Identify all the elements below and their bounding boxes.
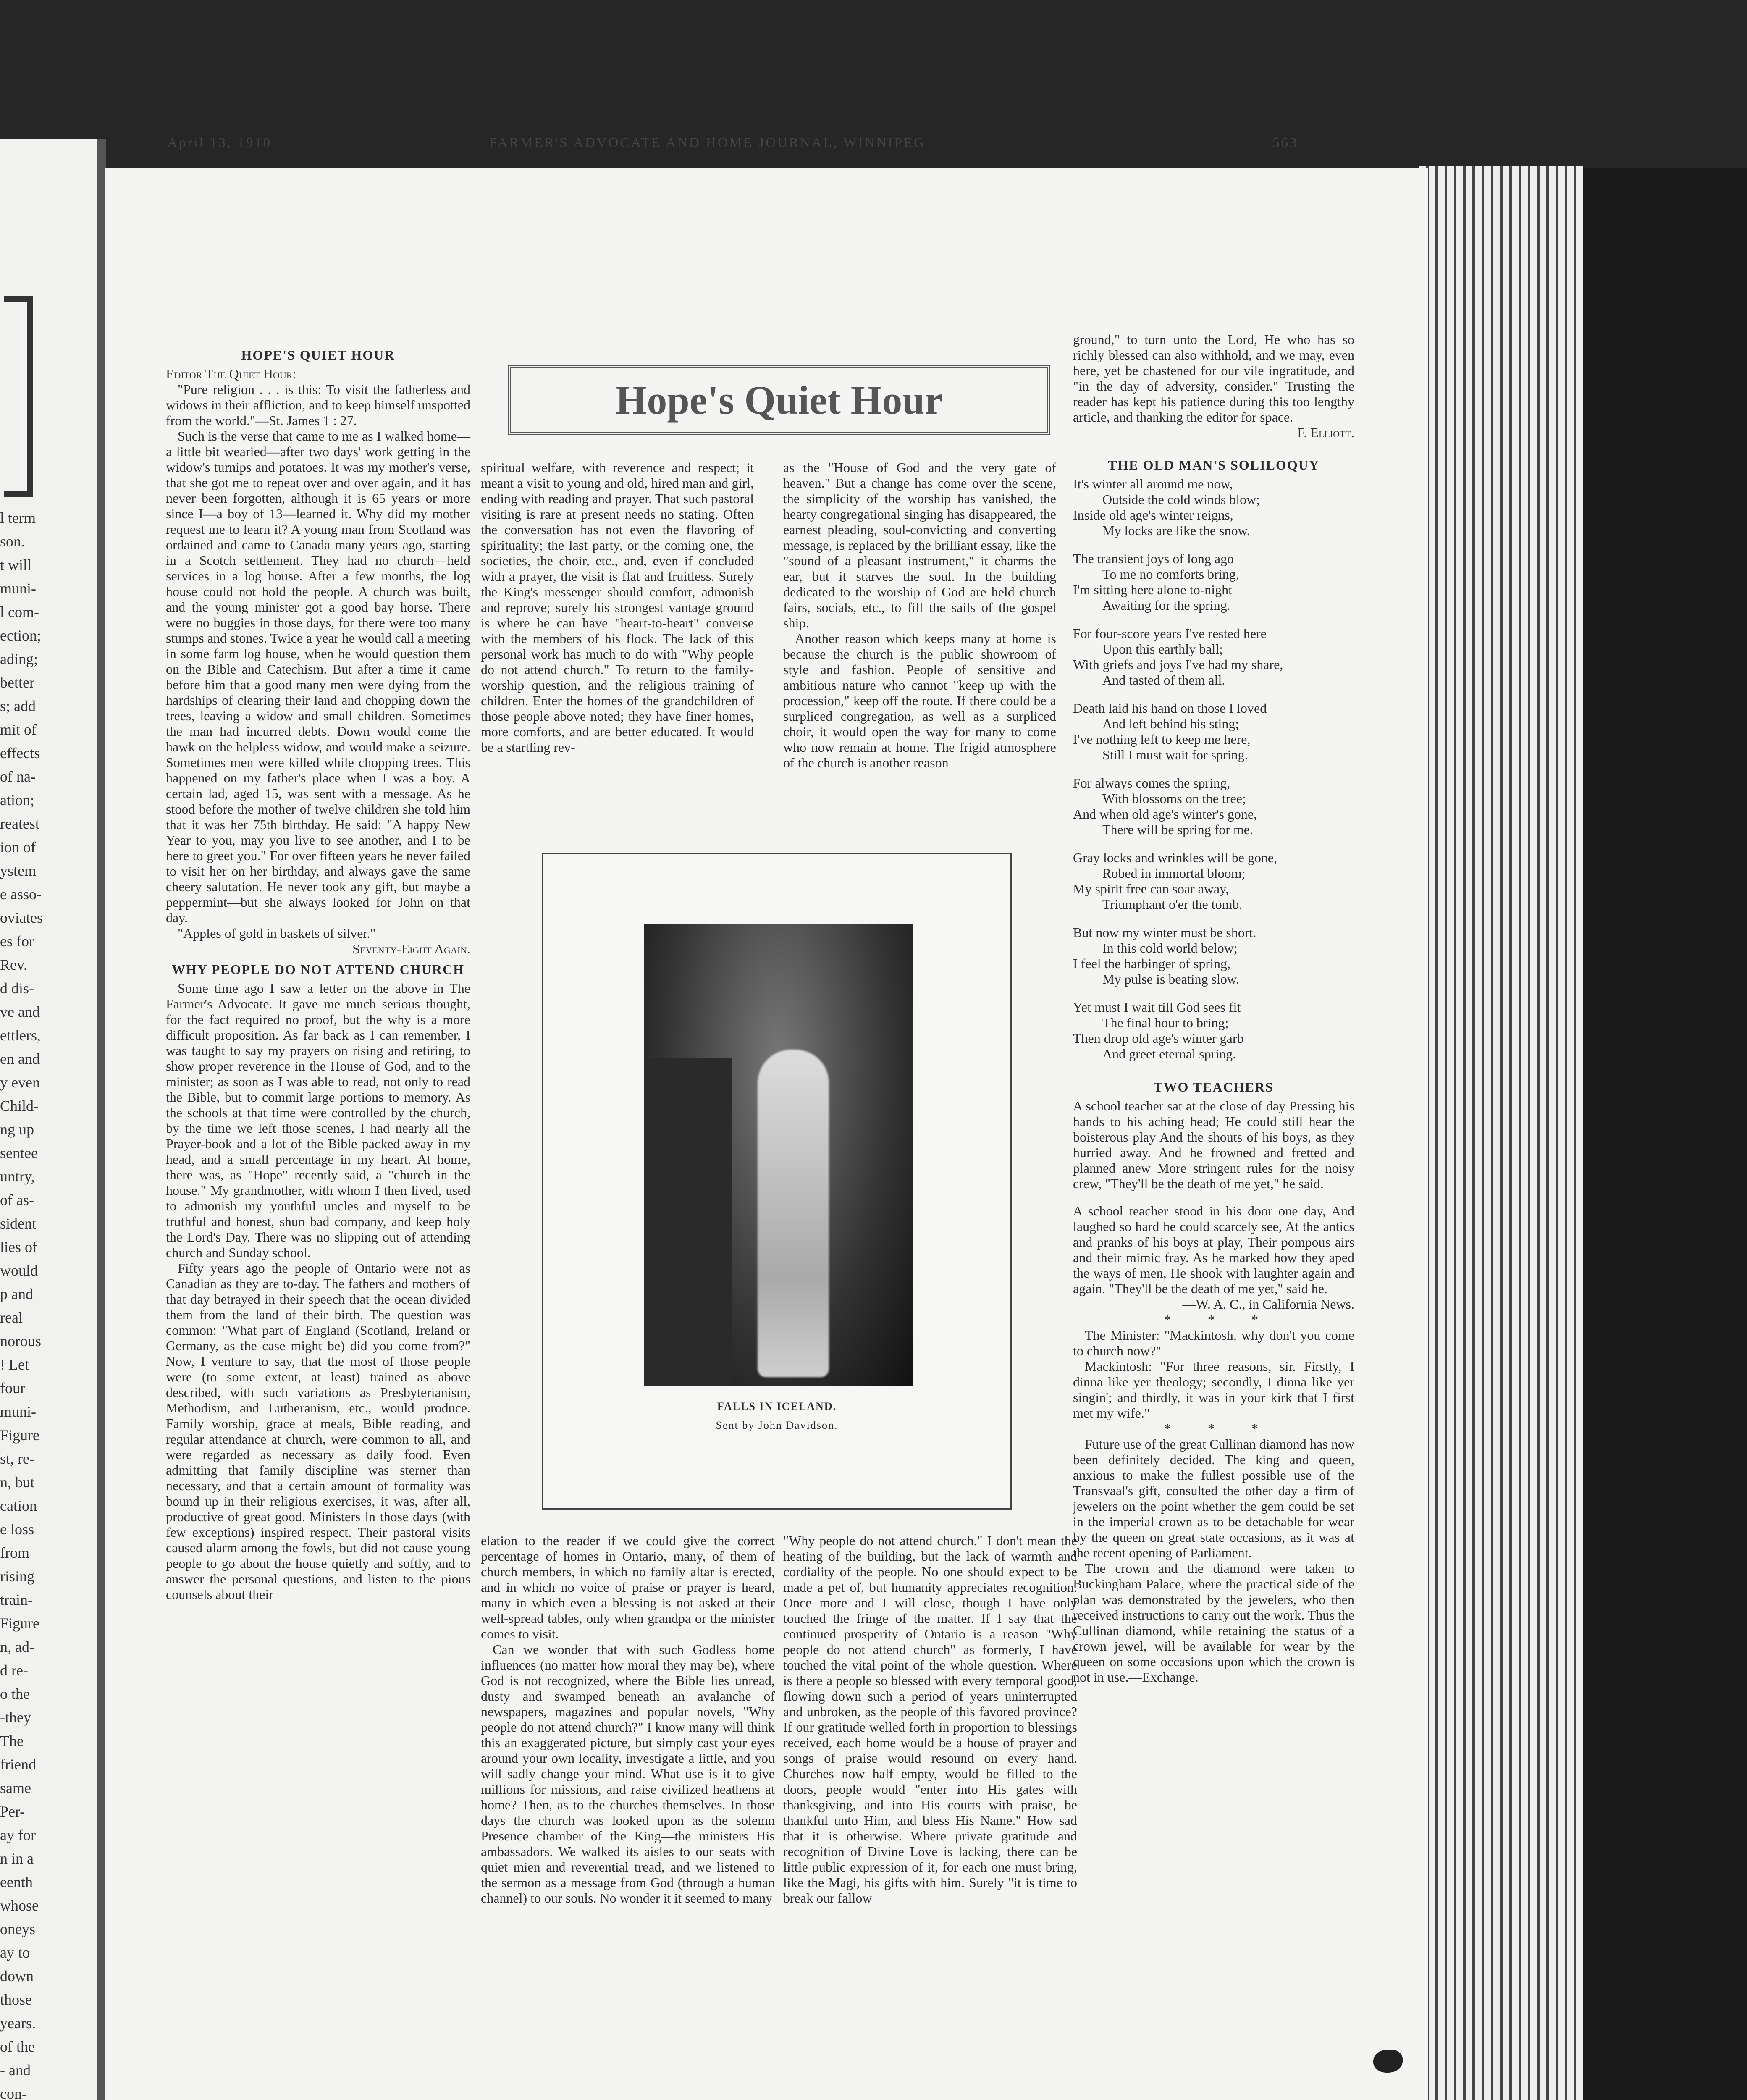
- stanza-gap: [1073, 1062, 1354, 1074]
- teachers-title: TWO TEACHERS: [1154, 1079, 1274, 1095]
- photo-caption-title: FALLS IN ICELAND.: [717, 1400, 837, 1412]
- poem-line: Gray locks and wrinkles will be gone,: [1073, 850, 1277, 865]
- left-page-fragment: ading;: [0, 651, 38, 667]
- article-paragraph: Mackintosh: "For three reasons, sir. Firstly, I dinna like yer theology; secondly, I dinna like yer singin'; and thirdly, it was in your kirk that I first met my wife.": [1073, 1359, 1354, 1420]
- left-page-fragment: of na-: [0, 768, 36, 785]
- left-page-fragment: o the: [0, 1685, 30, 1702]
- left-page-fragment: ystem: [0, 862, 36, 879]
- left-page-fragment: es for: [0, 933, 34, 950]
- poem-line: My pulse is beating slow.: [1102, 971, 1239, 987]
- article-paragraph: "Why people do not attend church." I don't mean the heating of the building, but the lack of warmth and cordiality of the people. No one should expect to be made a pet of, but humanity appreciates recognition. Once more and I will close, though I have only touched the fringe of the matter. If I say that the continued prosperity of Ontario is a reason "Why people do not attend church" as formerly, I have touched the vital point of the whole question. Where is there a people so blessed with every temporal good, flowing down such a period of years uninterrupted and unbroken, as the people of this favored province? If our gratitude welled forth in proportion to blessings received, each home would be a house of prayer and songs of praise would resound on every hand. Churches now half empty, would be filled to the doors, people would "enter into His gates with thanksgiving, and into His courts with praise, be thankful unto Him, and bless His Name." How sad that it is otherwise. Where private gratitude and recognition of Divine Love is lacking, there can be little public expression of it, for each one must bring, like the Magi, his gifts with him. Surely "it is time to break our fallow: [783, 1533, 1077, 1906]
- left-page-fragment: lies of: [0, 1239, 37, 1255]
- left-page-fragment: ation;: [0, 792, 34, 808]
- left-page-fragment: untry,: [0, 1168, 35, 1185]
- left-page-fragment: n, but: [0, 1474, 35, 1491]
- article-paragraph: Can we wonder that with such Godless home influences (no matter how moral they may be), where God is not recognized, where the Bible lies unread, dusty and swamped beneath an avalanche of newspapers, magazines and popular novels, "Why people do not attend church?" I know many will think this an exaggerated picture, but simply cast your eyes around your own locality, investigate a little, and you will sadly change your mind. What use is it to give millions for missions, and raise civilized heathens at home? Then, as to the churches themselves. In those days the church was looked upon as the solemn Presence chamber of the King—the ministers His ambassadors. We walked its aisles to our seats with quiet mien and reverential tread, and we listened to the sermon as a message from God (through a human channel) to our souls. No wonder it it seemed to many: [481, 1642, 775, 1906]
- poem-line: Still I must wait for spring.: [1102, 747, 1248, 762]
- left-page-fragment: con-: [0, 2085, 27, 2100]
- heading-why-people: WHY PEOPLE DO NOT ATTEND CHURCH: [171, 962, 465, 977]
- poem-line: Outside the cold winds blow;: [1102, 492, 1260, 507]
- article-paragraph: Another reason which keeps many at home is because the church is the public showroom of style and fashion. People of sensitive and ambitious nature who cannot "keep up with the procession," keep off the route. If there could be a surpliced congregation, as well as a surpliced choir, it would open the way for many to come who now remain at home. The frigid atmosphere of the church is another reason: [783, 631, 1056, 770]
- poem-line: In this cold world below;: [1102, 940, 1238, 956]
- poem-line: And tasted of them all.: [1102, 672, 1225, 688]
- left-column: [166, 342, 470, 1602]
- left-page-fragment: p and: [0, 1286, 33, 1302]
- poem-title: THE OLD MAN'S SOLILOQUY: [1108, 457, 1319, 472]
- left-page-fragment: ve and: [0, 1003, 40, 1020]
- left-page-fragment: whose: [0, 1897, 39, 1914]
- stanza-gap: [1073, 987, 1354, 1000]
- article-paragraph: The Minister: "Mackintosh, why don't you come to church now?": [1073, 1328, 1354, 1358]
- left-page-fragment: e asso-: [0, 886, 42, 903]
- teachers-stanza: A school teacher sat at the close of day Pressing his hands to his aching head; He could still hear the boisterous play And the shouts of his boys, as they hurried away. And he frowned and fretted and planned anew More stringent rules for the noisy crew, "They'll be the death of me yet," he said.: [1073, 1098, 1354, 1191]
- poem-line: There will be spring for me.: [1102, 822, 1253, 837]
- left-page-fragment: four: [0, 1380, 25, 1396]
- left-page-fragment: friend: [0, 1756, 36, 1773]
- poem-line: Robed in immortal bloom;: [1102, 866, 1246, 881]
- left-page-fragment: d dis-: [0, 980, 34, 997]
- poem-line: With griefs and joys I've had my share,: [1073, 657, 1283, 672]
- left-page-fragment: oviates: [0, 909, 43, 926]
- poem-line: I feel the harbinger of spring,: [1073, 956, 1230, 971]
- banner-title: Hope's Quiet Hour: [615, 378, 943, 423]
- left-page-fragment: The: [0, 1732, 24, 1749]
- left-page-fragment: effects: [0, 745, 40, 761]
- left-page-fragment: muni-: [0, 1403, 36, 1420]
- left-page-fragment: ng up: [0, 1121, 34, 1138]
- poem-line: With blossoms on the tree;: [1102, 791, 1246, 806]
- article-paragraph: spiritual welfare, with reverence and respect; it meant a visit to young and old, hired man and girl, ending with reading and prayer. That such pastoral visiting is rare at present needs no stating. Often the conversation has not even the flavoring of spirituality; the last party, or the coming one, the societies, the choir, etc., and, even if concluded with a prayer, the visit is flat and fruitless. Surely the King's messenger should comfort, admonish and reprove; surely his strongest vantage ground is where he can have "heart-to-heart" converse with the members of his flock. The lack of this personal work has much to do with "Why people do not attend church." To return to the family-worship question, and the religious training of children. Enter the homes of the grandchildren of those people above noted; they have finer homes, more comforts, and are better educated. It would be a startling rev-: [481, 460, 754, 755]
- poem-line: I've nothing left to keep me here,: [1073, 732, 1251, 747]
- letter-signature: Seventy-Eight Again.: [352, 941, 470, 956]
- left-page-fragment: Rev.: [0, 956, 27, 973]
- left-page-fragment: mit of: [0, 721, 37, 738]
- left-page-fragment: ettlers,: [0, 1027, 41, 1044]
- middle-column-b-lower: [783, 1533, 1077, 1906]
- article-paragraph: Some time ago I saw a letter on the above in The Farmer's Advocate. It gave me much serious thought, for the fact required no proof, but the why is a more difficult proposition. As far back as I can remember, I was taught to say my prayers on rising and retiring, to show proper reverence in the House of God, and to the minister; as soon as I was able to read, not only to read the Bible, but to commit large portions to memory. As the schools at that time were controlled by the church, by the time we left those scenes, I had nearly all the Prayer-book and a lot of the Bible packed away in my head, and a small percentage in my heart. At home, there was, as "Hope" recently said, a "church in the house." My grandmother, with whom I then lived, used to admonish my youthful uncles and myself to be truthful and honest, shun bad company, and keep holy the Lord's Day. There was no slipping out of attending church and Sunday school.: [166, 981, 470, 1260]
- left-page-fragment: eenth: [0, 1874, 33, 1890]
- poem-line: And left behind his sting;: [1102, 716, 1239, 731]
- left-page-fragment: would: [0, 1262, 38, 1279]
- left-page-fragment: Per-: [0, 1803, 25, 1820]
- left-page-fragment: cation: [0, 1497, 37, 1514]
- left-page-fragment: norous: [0, 1333, 41, 1349]
- stanza-gap: [1073, 763, 1354, 775]
- teachers-signature: —W. A. C., in California News.: [1182, 1297, 1354, 1312]
- left-page-fragment: sentee: [0, 1144, 38, 1161]
- poem-line: To me no comforts bring,: [1102, 567, 1239, 582]
- article-paragraph: Future use of the great Cullinan diamond has now been definitely decided. The king and queen, anxious to make the fullest possible use of the Transvaal's gift, consulted the other day a firm of jewelers on the point whether the gem could be set in the imperial crown as to be detachable for wear by the queen on great state occasions, as it was at the recent opening of Parliament.: [1073, 1436, 1354, 1560]
- waterfall: [758, 1050, 829, 1377]
- right-column: [1073, 332, 1354, 1685]
- left-page-fragment: n in a: [0, 1850, 34, 1867]
- article-paragraph: The crown and the diamond were taken to Buckingham Palace, where the practical side of the plan was demonstrated by the jewelers, who then received instructions to carry out the work. Thus the Cullinan diamond, while retaining the status of a crown jewel, will be available for wear by the queen on some occasions upon which the crown is not in use.—Exchange.: [1073, 1561, 1354, 1685]
- left-page-fragment: years.: [0, 2015, 36, 2032]
- poem-line: The final hour to bring;: [1102, 1015, 1229, 1030]
- decorative-bracket: [4, 296, 33, 497]
- left-page-fragment: of as-: [0, 1192, 34, 1208]
- middle-column-a-lower: [481, 1533, 775, 1906]
- left-page-fragment: ection;: [0, 627, 41, 644]
- opening-quote: "Pure religion . . . is this: To visit the fatherless and widows in their affliction, and to keep himself unspotted from the world."—St. James 1 : 27.: [166, 382, 470, 428]
- left-page-fragment: - and: [0, 2062, 31, 2079]
- heading-hopes-quiet-hour: HOPE'S QUIET HOUR: [241, 347, 395, 362]
- left-page-fragment: those: [0, 1991, 32, 2008]
- poem-line: Inside old age's winter reigns,: [1073, 507, 1233, 522]
- rock-cliff: [644, 1058, 732, 1386]
- left-page-fragment: ion of: [0, 839, 36, 856]
- article-paragraph: as the "House of God and the very gate of heaven." But a change has come over the scene, the simplicity of the worship has vanished, the hearty congregational singing has disappeared, the earnest pleading, soul-convicting and converting message, is replaced by the brilliant essay, like the "sound of a pleasant instrument," it charms the ear, but it starves the soul. In the building dedicated to the worship of God are held church fairs, socials, etc., to fill the sails of the gospel ship.: [783, 460, 1056, 630]
- left-page-fragment: y even: [0, 1074, 40, 1091]
- left-page-fragment: t will: [0, 556, 32, 573]
- poem-line: For four-score years I've rested here: [1073, 626, 1267, 641]
- poem-line: Awaiting for the spring.: [1102, 598, 1230, 613]
- poem-line: Yet must I wait till God sees fit: [1073, 1000, 1241, 1015]
- poem-line: Triumphant o'er the tomb.: [1102, 897, 1243, 912]
- left-page-fragment: Figure: [0, 1427, 39, 1444]
- article-paragraph: Fifty years ago the people of Ontario were not as Canadian as they are to-day. The fathers and mothers of that day betrayed in their speech that the ocean divided them from the land of their birth. The question was common: "What part of England (Scotland, Ireland or Germany, as the case might be) did you come from?" Now, I venture to say, that the most of those people were (to some extent, at least) trained as above described, with such variations as Presbyterianism, Methodism, and Lutheranism, etc., would produce. Family worship, grace at meals, Bible reading, and regular attendance at church, were common to all, and were regarded as necessary as daily food. Even admitting that family discipline was sterner than necessary, and that a certain amount of formality was bound up in their religious exercises, it was, after all, productive of great good. Ministers in those days (with few exceptions) inspired respect. Their pastoral visits caused alarm among the fowls, but did not cause young people to go about the house quietly and softly, and to answer the personal questions, and listen to the pious counsels about their: [166, 1260, 470, 1602]
- middle-column-a-upper: [481, 460, 754, 755]
- left-page-fragment: Figure: [0, 1615, 39, 1632]
- left-page-fragment: Child-: [0, 1097, 39, 1114]
- header-date: April 13, 1910: [167, 135, 272, 150]
- salutation: Editor The Quiet Hour:: [166, 366, 296, 381]
- stanza-gap: [1073, 837, 1354, 850]
- poem-line: And when old age's winter's gone,: [1073, 806, 1257, 822]
- left-page-fragment: oneys: [0, 1921, 35, 1937]
- left-page-fragment: train-: [0, 1591, 33, 1608]
- falls-photograph: [644, 924, 913, 1386]
- photo-frame: [542, 853, 1012, 1510]
- poem: [1073, 476, 1354, 1074]
- left-page-fragment: same: [0, 1780, 31, 1796]
- article-signature: F. Elliott.: [1297, 425, 1354, 440]
- article-paragraph: elation to the reader if we could give the correct percentage of homes in Ontario, many, of them of church members, in which no family altar is erected, and in which no voice of praise or prayer is heard, many in which even a blessing is not asked at their well-spread tables, only when grandpa or the minister comes to visit.: [481, 1533, 775, 1641]
- poem-line: Then drop old age's winter garb: [1073, 1031, 1244, 1046]
- poem-line: And greet eternal spring.: [1102, 1046, 1236, 1061]
- left-page-fragment: reatest: [0, 815, 39, 832]
- separator-stars: * * *: [1164, 1312, 1275, 1327]
- stanza-gap: [1073, 613, 1354, 626]
- poem-line: My spirit free can soar away,: [1073, 881, 1229, 896]
- header-publication: FARMER'S ADVOCATE AND HOME JOURNAL, WINNIPEG: [489, 135, 926, 150]
- letter-paragraph: Such is the verse that came to me as I walked home—a little bit wearied—after two days' work getting in the widow's turnips and potatoes. It was my mother's verse, that she got me to repeat over and over again, and it has never been forgotten, although it is 65 years or more since I—a boy of 13—learned it. Why did my mother request me to learn it? A young man from Scotland was ordained and came to Canada many years ago, starting in a Scotch settlement. They had no church—held services in a log house. After a few months, the log house could not hold the people. A church was built, and the young minister got a good bay horse. There were no buggies in those days, for there were too many stumps and stones. Twice a year he would call a meeting in some farm log house, when he would question them on the Bible and Catechism. But after a time it came before him that a good many men were dying from the hardships of clearing their land and chopping down the trees, leaving a widow and small children. Sometimes the man had incurred debts. Down would come the hawk on the helpless widow, and would make a seizure. Sometimes men were killed while chopping trees. This happened on my father's place when I was a boy. A certain lad, aged 15, was sent with a message. As he stood before the mother of twelve children she told him that it was her 75th birthday. He said: "A happy New Year to you, may you live to see another, and I to be here to greet you." For over fifteen years he never failed to visit her on her birthday, and always gave the same cheery salutation. He never took any gift, but maybe a peppermint—but she always looked for John on that day.: [166, 428, 470, 925]
- left-page-fragment: l term: [0, 509, 36, 526]
- left-page-fragment: ay for: [0, 1827, 36, 1843]
- left-page-fragment: e loss: [0, 1521, 34, 1538]
- left-page-fragment: d re-: [0, 1662, 28, 1679]
- banner-title-box: [508, 365, 1050, 435]
- ink-blot: [1373, 2050, 1403, 2073]
- poem-line: Upon this earthly ball;: [1102, 641, 1223, 656]
- left-page-fragment: ! Let: [0, 1356, 29, 1373]
- left-page-fragment: of the: [0, 2038, 35, 2055]
- left-page-fragment: son.: [0, 533, 25, 550]
- page-edges: [1419, 166, 1583, 2100]
- left-page-fragment: en and: [0, 1050, 40, 1067]
- letter-paragraph: "Apples of gold in baskets of silver.": [178, 926, 376, 941]
- left-page-fragment: ay to: [0, 1944, 30, 1961]
- left-page-fragment: down: [0, 1968, 34, 1984]
- left-page-fragment: from: [0, 1544, 29, 1561]
- poem-line: But now my winter must be short.: [1073, 925, 1256, 940]
- left-page-fragment: l com-: [0, 604, 39, 620]
- teachers-stanza: A school teacher stood in his door one day, And laughed so hard he could scarcely see, At the antics and pranks of his boys at play, Their pompous airs and their mimic fray. As he marked how they aped the ways of men, He shook with laughter again and again. "They'll be the death of me yet," said he.: [1073, 1203, 1354, 1296]
- left-page-fragment: st, re-: [0, 1450, 34, 1467]
- photo-caption-credit: Sent by John Davidson.: [716, 1419, 838, 1431]
- article-paragraph: ground," to turn unto the Lord, He who has so richly blessed can also withhold, and we may, even here, yet be chastened for our vile ingratitude, and "in the day of adversity, consider." Trusting the reader has kept his patience during this too lengthy article, and thanking the editor for space.: [1073, 332, 1354, 425]
- left-page-fragment: -they: [0, 1709, 31, 1726]
- poem-line: For always comes the spring,: [1073, 775, 1230, 790]
- poem-line: The transient joys of long ago: [1073, 551, 1234, 566]
- poem-line: Death laid his hand on those I loved: [1073, 701, 1267, 716]
- stanza-gap: [1073, 538, 1354, 551]
- poem-line: I'm sitting here alone to-night: [1073, 582, 1233, 597]
- left-page-fragment: real: [0, 1309, 23, 1326]
- stanza-gap: [1073, 688, 1354, 701]
- left-page-fragment: n, ad-: [0, 1638, 34, 1655]
- poem-line: It's winter all around me now,: [1073, 476, 1233, 491]
- left-page-fragment: better: [0, 674, 34, 691]
- left-page-fragment: s; add: [0, 698, 36, 714]
- middle-column-b-upper: [783, 460, 1056, 771]
- left-page-fragment: muni-: [0, 580, 36, 597]
- book-spine: [97, 139, 106, 2100]
- stanza-gap: [1073, 912, 1354, 925]
- poem-line: My locks are like the snow.: [1102, 523, 1250, 538]
- left-page-fragment: sident: [0, 1215, 36, 1232]
- separator-stars: * * *: [1164, 1421, 1275, 1436]
- left-page-fragment: rising: [0, 1568, 35, 1585]
- header-page-number: 563: [1272, 135, 1298, 150]
